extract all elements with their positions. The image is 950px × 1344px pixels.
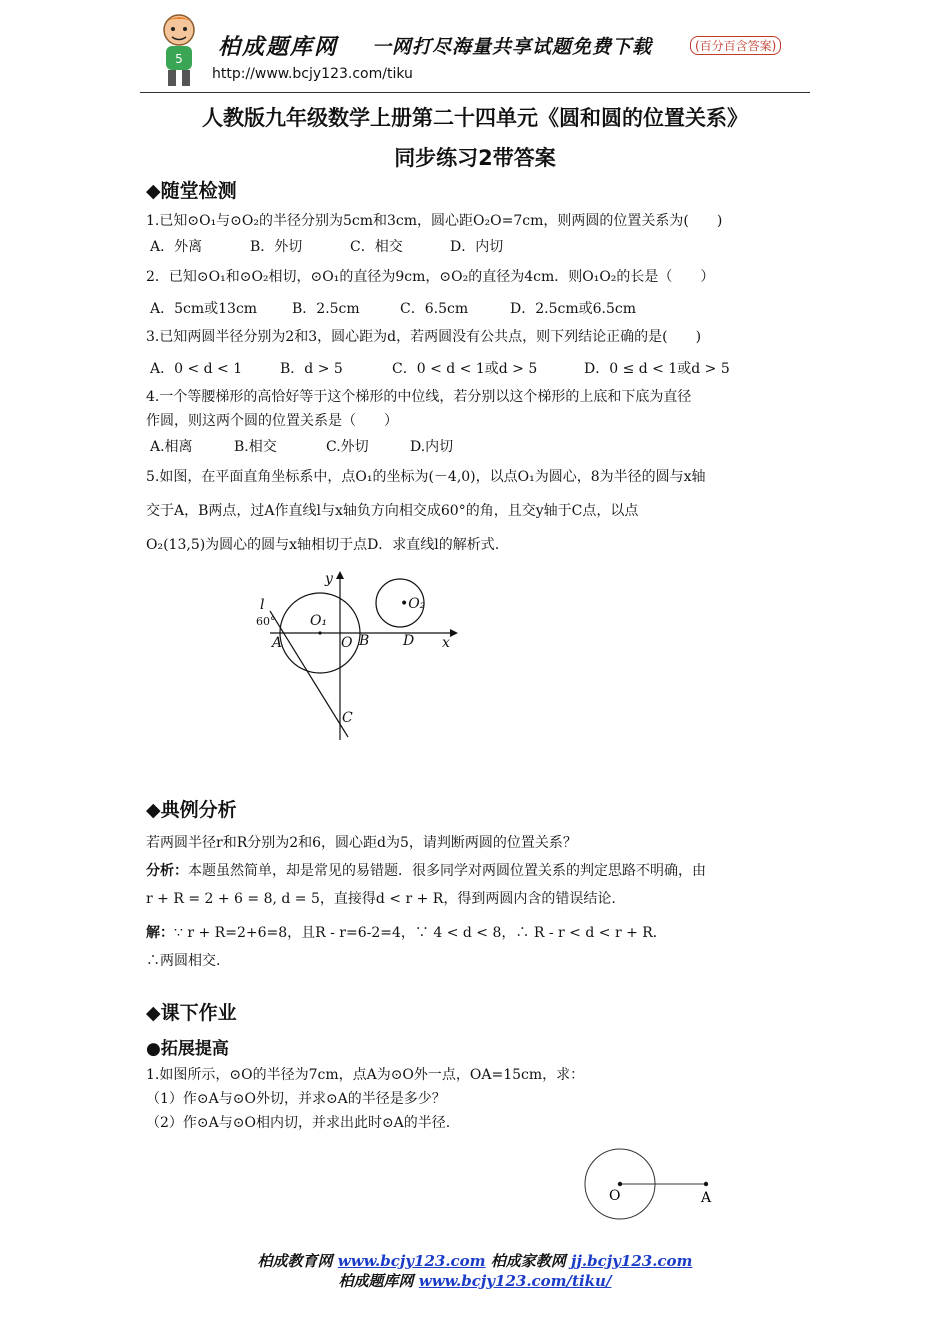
label-y: y	[325, 571, 333, 587]
homework-q1-stem: 1.如图所示，⊙O的半径为7cm，点A为⊙O外一点，OA=15cm，求：	[146, 1067, 585, 1083]
q5-stem-line3: O₂(13,5)为圆心的圆与x轴相切于点D．求直线l的解析式.	[146, 537, 500, 553]
q4-stem-line1: 4.一个等腰梯形的高恰好等于这个梯形的中位线，若分别以这个梯形的上底和下底为直径	[146, 389, 692, 405]
option-c: C．6.5cm	[400, 301, 469, 317]
analysis-text: 本题虽然简单，却是常见的易错题．很多同学对两圆位置关系的判定思路不明确，由	[188, 863, 706, 879]
footer-tiku-link[interactable]: www.bcjy123.com/tiku/	[418, 1272, 612, 1290]
footer-tiku-label: 柏成题库网	[338, 1272, 414, 1290]
option-d: D．0 ≤ d < 1或d > 5	[584, 361, 730, 377]
label-d: D	[403, 633, 415, 649]
option-c: C.外切	[326, 439, 369, 455]
section-heading-example: ◆典例分析	[146, 799, 237, 821]
option-b: B.相交	[234, 439, 277, 455]
site-name: 柏成题库网	[218, 35, 339, 60]
point-o	[618, 1182, 622, 1186]
q2-options	[150, 298, 636, 318]
solution-label: 解：	[146, 925, 174, 941]
label-a: A	[272, 635, 283, 651]
solution-text: ∵ r + R=2+6=8，且R - r=6-2=4，∵ 4 < d < 8，∴ R - r < d < r + R．	[174, 925, 667, 941]
example-analysis	[146, 860, 706, 880]
option-c: C．0 < d < 1或d > 5	[392, 361, 538, 377]
y-axis-arrow	[336, 571, 344, 579]
analysis-label: 分析：	[146, 863, 188, 879]
section-heading-homework: ◆课下作业	[146, 1002, 237, 1024]
label-a: A	[701, 1190, 712, 1206]
label-l: l	[260, 597, 265, 613]
option-a: A．5cm或13cm	[150, 301, 258, 317]
x-axis-arrow	[450, 629, 458, 637]
example-conclusion: ∴两圆相交.	[146, 953, 221, 969]
point-a	[704, 1182, 708, 1186]
circle-o-figure	[578, 1144, 728, 1226]
q2-stem: 2．已知⊙O₁和⊙O₂相切，⊙O₁的直径为9cm，⊙O₂的直径为4cm．则O₁O₂的长是（ ）	[146, 269, 715, 285]
footer-edu-link[interactable]: www.bcjy123.com	[337, 1252, 486, 1270]
example-analysis-cont: r + R = 2 + 6 = 8, d = 5，直接得d < r + R，得到两圆内含的错误结论.	[146, 891, 616, 907]
section-heading-practice: ◆随堂检测	[146, 180, 237, 202]
homework-q1-part1: （1）作⊙A与⊙O外切，并求⊙A的半径是多少？	[146, 1091, 446, 1107]
label-angle: 60°	[256, 615, 276, 628]
label-x: x	[442, 635, 450, 651]
option-d: D．内切	[450, 239, 504, 255]
svg-text:5: 5	[175, 52, 183, 66]
header-url[interactable]: http://www.bcjy123.com/tiku	[212, 66, 413, 82]
footer-edu-label: 柏成教育网	[257, 1252, 333, 1270]
footer-tutor-label: 柏成家教网	[490, 1252, 566, 1270]
option-b: B．外切	[250, 239, 303, 255]
option-c: C．相交	[350, 239, 403, 255]
option-a: A．0 < d < 1	[150, 361, 243, 377]
coordinate-figure	[250, 565, 460, 745]
q1-options	[150, 236, 503, 256]
line-l	[270, 611, 348, 737]
header-divider	[140, 92, 810, 93]
q3-stem: 3.已知两圆半径分别为2和3，圆心距为d，若两圆没有公共点，则下列结论正确的是( )	[146, 329, 702, 345]
option-d: D．2.5cm或6.5cm	[510, 301, 636, 317]
label-b: B	[359, 633, 370, 649]
footer-line1	[0, 1250, 950, 1271]
point-o1	[318, 631, 321, 634]
site-slogan: 一网打尽海量共享试题免费下载	[372, 36, 653, 58]
page-subtitle: 同步练习2带答案	[394, 146, 556, 170]
q4-stem-line2: 作圆，则这两个圆的位置关系是（ ）	[146, 413, 398, 429]
option-d: D.内切	[410, 439, 454, 455]
q5-stem-line1: 5.如图，在平面直角坐标系中，点O₁的坐标为(－4,0)，以点O₁为圆心，8为半径的圆与x轴	[146, 469, 706, 485]
label-o: O	[341, 635, 353, 651]
footer-tutor-link[interactable]: jj.bcjy123.com	[571, 1252, 693, 1270]
option-a: A.相离	[150, 439, 193, 455]
option-a: A．外离	[150, 239, 203, 255]
homework-q1-part2: （2）作⊙A与⊙O相内切，并求出此时⊙A的半径.	[146, 1115, 451, 1131]
example-solution	[146, 922, 667, 942]
label-c: C	[342, 710, 353, 726]
option-b: B．2.5cm	[292, 301, 360, 317]
label-o2: •O₂	[400, 596, 426, 612]
option-b: B．d > 5	[280, 361, 343, 377]
slogan-badge: (百分百含答案)	[690, 36, 781, 55]
label-o1: O₁	[310, 613, 328, 629]
example-problem: 若两圆半径r和R分别为2和6，圆心距d为5，请判断两圆的位置关系？	[146, 835, 577, 851]
q4-options	[150, 436, 453, 456]
q1-stem: 1.已知⊙O₁与⊙O₂的半径分别为5cm和3cm，圆心距O₂O=7cm，则两圆的位置关系为( )	[146, 213, 723, 229]
page-header	[140, 8, 810, 92]
footer-line2	[0, 1270, 950, 1291]
q5-stem-line2: 交于A，B两点，过A作直线l与x轴负方向相交成60°的角，且交y轴于C点，以点	[146, 503, 639, 519]
label-o: O	[609, 1188, 621, 1204]
subsection-heading-extension: ●拓展提高	[146, 1039, 229, 1059]
q3-options	[150, 358, 730, 378]
mascot-logo	[150, 10, 208, 90]
page-title: 人教版九年级数学上册第二十四单元《圆和圆的位置关系》	[202, 106, 748, 130]
